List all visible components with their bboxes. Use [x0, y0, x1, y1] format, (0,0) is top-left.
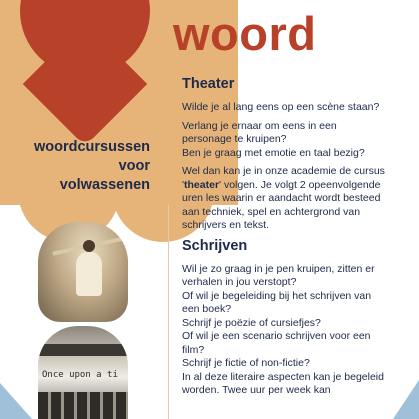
writing-question: Schrijf je poëzie of cursiefjes? — [182, 316, 321, 329]
typewriter-carriage — [38, 344, 128, 356]
typewriter-keys — [38, 392, 128, 419]
subtitle-line: volwassenen — [59, 177, 150, 193]
brand-subtitle — [0, 138, 150, 195]
theater-course-name: theater — [184, 178, 220, 191]
theater-body — [182, 165, 387, 233]
corner-decoration-right — [393, 380, 419, 419]
brand-title: woord — [173, 7, 317, 60]
theater-heading: Theater — [182, 76, 235, 92]
dancer-dress — [76, 252, 102, 296]
dancer-head — [83, 240, 95, 252]
column-divider — [168, 205, 169, 419]
theater-question: Verlang je ernaar om eens in een personage te kruipen? — [182, 119, 337, 145]
writing-question: Of wil je begeleiding bij het schrijven van een boek? — [182, 289, 372, 315]
writing-question: Wil je zo graag in je pen kruipen, zitten er verhalen in jou verstopt? — [182, 262, 375, 288]
corner-decoration-left — [0, 383, 32, 419]
subtitle-line: voor — [118, 158, 150, 174]
theater-body-text: Wel dan kan je in onze academie de cursus ' — [182, 165, 385, 191]
theater-question: Wilde je al lang eens op een scène staan? — [182, 101, 380, 113]
theater-question: Ben je graag met emotie en taal bezig? — [182, 146, 365, 159]
theater-body-text: ' volgen. Je volgt 2 opeenvolgende uren les waarin er aandacht wordt besteed aan techniek, spel en achtergrond van schrijvers en tekst. — [182, 178, 381, 231]
typewriter-photo — [38, 326, 128, 419]
subtitle-line: woordcursussen — [33, 139, 150, 155]
typed-text: Once upon a ti — [42, 370, 118, 380]
writing-question: Of wil je een scenario schrijven voor een film? — [182, 330, 371, 356]
theater-dancer-photo — [38, 222, 128, 322]
writing-question: Schrijf je fictie of non-fictie? — [182, 357, 310, 369]
course-descriptions — [182, 76, 387, 403]
writing-heading: Schrijven — [182, 237, 248, 254]
writing-body: In al deze literaire aspecten kan je begeleid worden. Twee uur per week kan — [182, 370, 384, 396]
